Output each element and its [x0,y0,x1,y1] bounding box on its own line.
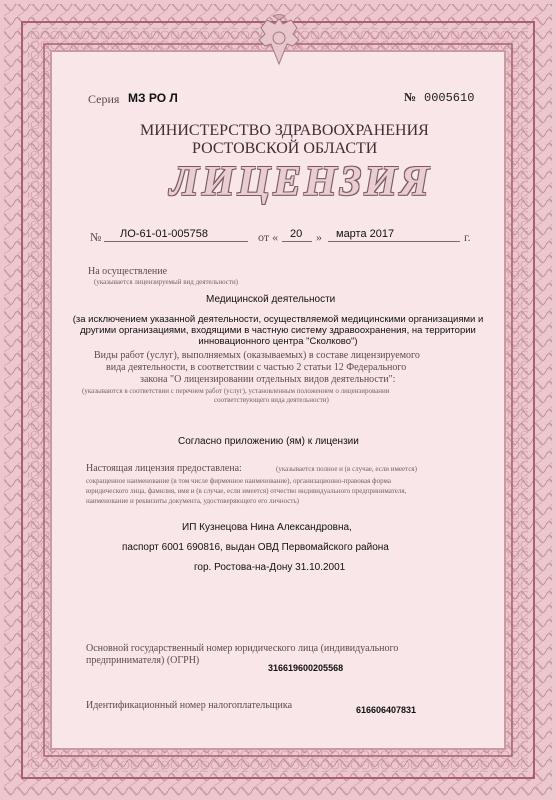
granted-hint-4: наименование и реквизиты документа, удостоверяющего его личность) [86,497,299,505]
license-month-underline [328,241,460,242]
series-value: МЗ РО Л [128,91,178,105]
inn-value: 616606407831 [356,705,417,715]
document-title: ЛИЦЕНЗИЯ [170,159,432,205]
ministry-line-2: РОСТОВСКОЙ ОБЛАСТИ [192,140,378,157]
license-number-underline [104,241,248,242]
granted-hint-3: юридического лица, фамилия, имя и (в случае, если имеется) отчество индивидуального предпринимателя, [86,487,407,495]
activity-hint: (указывается лицензируемый вид деятельности) [94,278,239,286]
works-hint-1: (указываются в соответствии с перечнем работ (услуг), установленным положением о лицензировании [82,387,390,395]
granted-label: Настоящая лицензия предоставлена: [86,463,242,474]
license-day-underline [282,241,312,242]
works-line-1: Виды работ (услуг), выполняемых (оказываемых) в составе лицензируемого [94,350,420,361]
activity-value: Медицинской деятельности [206,294,336,305]
coat-of-arms-icon [253,14,305,70]
ogrn-label-2: предпринимателя) (ОГРН) [86,655,200,666]
ogrn-label-1: Основной государственный номер юридического лица (индивидуального [86,643,399,654]
granted-hint-1: (указывается полное и (в случае, если имеется) [276,465,417,473]
license-from: от « [258,230,279,244]
number-sign: № [404,90,417,104]
works-line-2: вида деятельности, в соответствии с частью 2 статьи 12 Федерального [106,362,407,373]
ogrn-value: 316619600205568 [268,663,344,673]
activity-exclusion: (за исключением указанной деятельности, осуществляемой медицинскими организациями и другими организациями, входящими в частную систему здравоохранения, на территории инновационного центра "Сколково") [72,314,484,347]
appendix-reference: Согласно приложению (ям) к лицензии [178,436,359,447]
holder-passport: паспорт 6001 690816, выдан ОВД Первомайского района [122,542,389,553]
holder-city-date: гор. Ростова-на-Дону 31.10.2001 [194,562,346,573]
series-label: Серия [88,92,120,106]
license-number: ЛО-61-01-005758 [120,228,208,240]
license-number-sign: № [90,230,102,244]
form-number: 0005610 [424,91,475,105]
activity-label: На осуществление [88,266,168,277]
works-line-3: закона "О лицензировании отдельных видов деятельности": [140,374,396,385]
license-day: 20 [290,228,303,240]
license-close-quote: » [316,230,322,244]
works-hint-2: соответствующего вида деятельности) [214,396,329,404]
ministry-line-1: МИНИСТЕРСТВО ЗДРАВООХРАНЕНИЯ [140,122,429,139]
license-month-year: марта 2017 [336,228,395,240]
holder-name: ИП Кузнецова Нина Александровна, [182,522,352,533]
granted-hint-2: сокращенное наименование (в том числе фирменное наименование), организационно-правовая форма [86,477,391,485]
inn-label: Идентификационный номер налогоплательщика [86,700,293,711]
license-year-suffix: г. [464,230,471,244]
